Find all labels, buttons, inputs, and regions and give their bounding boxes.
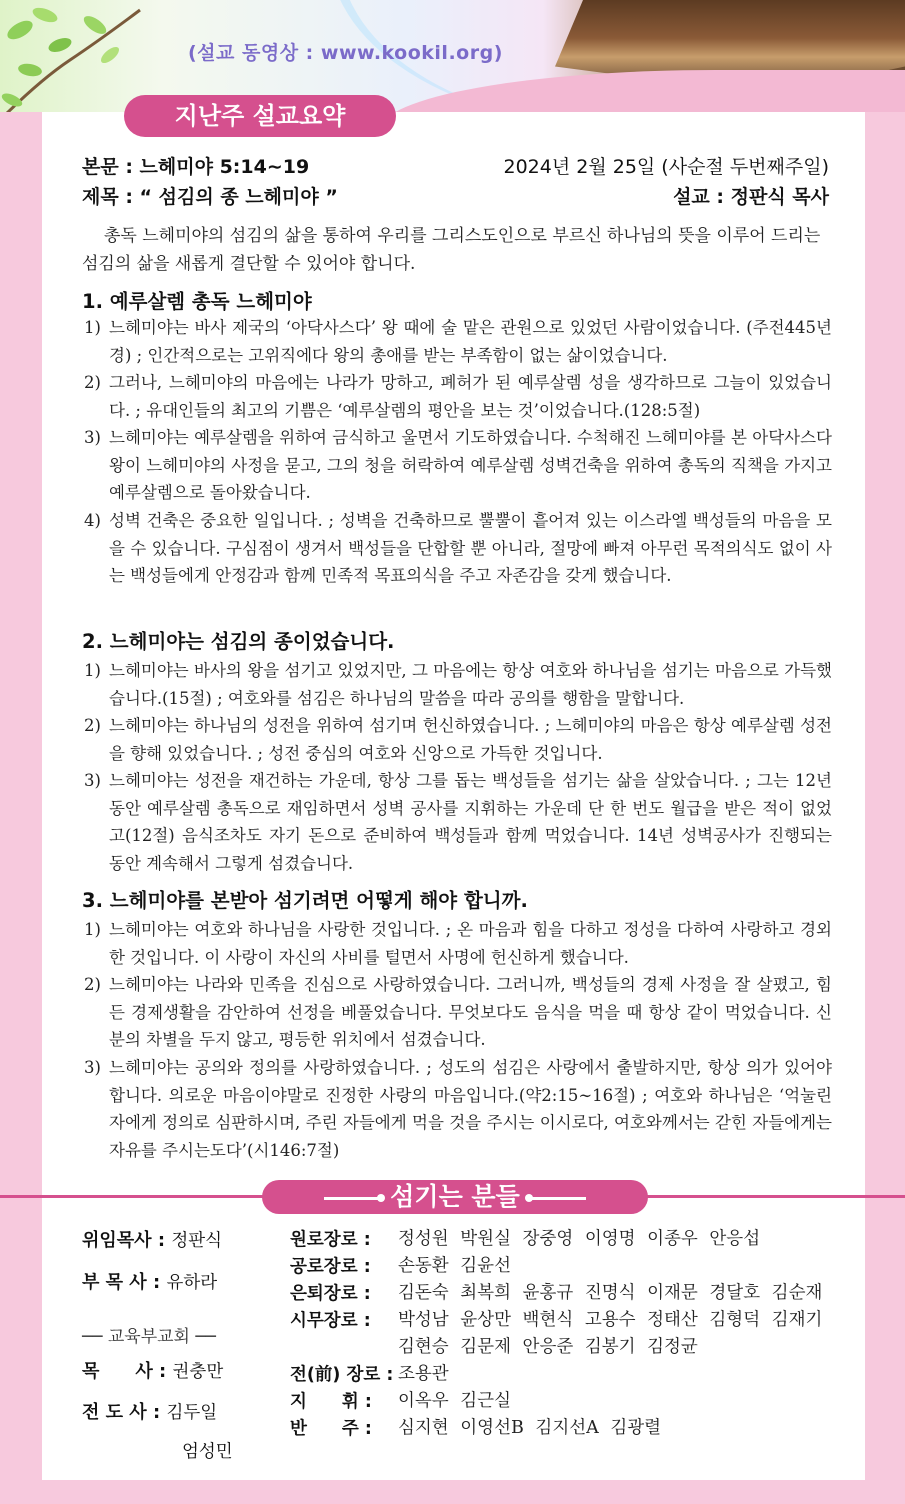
education-heading: ── 교육부교회 ── [82,1327,216,1347]
staff-names: 박성남 윤상만 백현식 고용수 정태산 김형덕 김재기 김현승 김문제 안응준 김봉기 김정균 [398,1310,823,1357]
staff-name: 유하라 [166,1273,218,1293]
staff-row [290,1307,850,1361]
item-number: 2) [84,373,101,392]
list-item [84,971,832,1054]
staff-row [290,1415,850,1442]
item-text: 느헤미야는 하나님의 성전을 위하여 섬기며 헌신하였습니다. ; 느헤미야의 마음은 항상 예루살렘 성전을 향해 있었습니다. ; 성전 중심의 여호와 신앙으로 가득한 것입니다. [109,716,832,763]
staff-name: 권충만 [172,1362,224,1382]
staff-row [290,1361,850,1388]
staff-associate-pastor [82,1268,217,1294]
staff-names: 이옥우 김근실 [398,1391,511,1411]
staff-label: 전 도 사 : [82,1402,161,1423]
item-text: 성벽 건축은 중요한 일입니다. ; 성벽을 건축하므로 뿔뿔이 흩어져 있는 이스라엘 백성들의 마음을 모을 수 있습니다. 구심점이 생겨서 백성들을 단합할 뿐 아니라, 절망에 빠져 아무런 목적의식도 없이 사는 백성들에게 안정감과 함께 민족적 목표의식을 주고 자존감을 갖게 했습니다. [109,511,832,585]
list-item [84,916,832,971]
preacher: 설교 : 정판식 목사 [673,186,829,208]
dash-left [324,1197,382,1200]
staff-label: 위임목사 : [82,1230,166,1251]
staff-senior-pastor [82,1226,222,1252]
list-item [84,507,832,590]
list-item [84,424,832,507]
item-text: 느헤미야는 나라와 민족을 진심으로 사랑하였습니다. 그러니까, 백성들의 경제 사정을 잘 살폈고, 힘든 경제생활을 감안하여 선정을 베풀었습니다. 무엇보다도 음식을 먹을 때 항상 같이 먹었습니다. 신분의 차별을 두지 않고, 평등한 위치에서 섬겼습니다. [109,975,832,1049]
item-number: 3) [84,771,101,790]
servants-title-box [262,1180,648,1214]
item-text: 느헤미야는 성전을 재건하는 가운데, 항상 그를 돕는 백성들을 섬기는 삶을 살았습니다. ; 그는 12년 동안 예루살렘 총독으로 재임하면서 성벽 공사를 지휘하는 가운데 단 한 번도 월급을 받은 적이 없었고(12절) 음식조차도 자기 돈으로 준비하여 백성들과 함께 먹었습니다. 14년 성벽공사가 진행되는 동안 계속해서 그렇게 섬겼습니다. [109,771,832,873]
staff-label: 원로장로 : [290,1230,371,1250]
staff-row [290,1253,850,1280]
staff-evangelist-2 [182,1438,233,1463]
item-number: 2) [84,716,101,735]
item-number: 2) [84,975,101,994]
staff-label: 전(前) 장로 : [290,1365,394,1385]
item-number: 4) [84,511,101,530]
sermon-video-url[interactable]: (설교 동영상 : www.kookil.org) [188,42,503,64]
list-item [84,314,832,369]
staff-label: 지 휘 : [290,1392,372,1412]
staff-names: 손동환 김윤선 [398,1256,511,1276]
scripture-ref: 본문 : 느헤미야 5:14∼19 [82,156,310,178]
section-heading-1: 1. 예루살렘 총독 느헤미야 [82,290,312,313]
elders-list [290,1226,850,1442]
staff-row [290,1226,850,1253]
section-heading-2: 2. 느헤미야는 섬김의 종이었습니다. [82,630,395,653]
staff-label: 공로장로 : [290,1257,371,1277]
list-item [84,767,832,877]
sermon-date: 2024년 2월 25일 (사순절 두번째주일) [503,156,829,178]
header-banner [0,0,905,112]
dash-right [528,1197,586,1200]
item-text: 느헤미야는 바사의 왕을 섬기고 있었지만, 그 마음에는 항상 여호와 하나님을 섬기는 마음으로 가득했습니다.(15절) ; 여호와를 섬김은 하나님의 말씀을 따라 공의를 행함을 말합니다. [109,661,832,708]
staff-name: 정판식 [171,1231,223,1251]
list-item [84,712,832,767]
staff-names: 심지현 이영선B 김지선A 김광렬 [398,1418,662,1438]
item-number: 1) [84,661,101,680]
staff-label: 목 사 : [82,1361,167,1382]
item-number: 1) [84,920,101,939]
item-number: 3) [84,1058,101,1077]
list-item [84,1054,832,1164]
staff-name: 김두일 [166,1403,218,1423]
item-text: 느헤미야는 예루살렘을 위하여 금식하고 울면서 기도하였습니다. 수척해진 느헤미야를 본 아닥사스다 왕이 느헤미야의 사정을 묻고, 그의 청을 허락하여 예루살렘 성벽건축을 위하여 총독의 직책을 가지고 예루살렘으로 돌아왔습니다. [109,428,832,502]
item-number: 1) [84,318,101,337]
item-text: 느헤미야는 바사 제국의 ‘아닥사스다’ 왕 때에 술 맡은 관원으로 있었던 사람이었습니다. (주전445년경) ; 인간적으로는 고위직에다 왕의 총애를 받는 부족함이 없는 삶이었습니다. [109,318,832,365]
item-text: 느헤미야는 공의와 정의를 사랑하였습니다. ; 성도의 섬김은 사랑에서 출발하지만, 항상 의가 있어야 합니다. 의로운 마음이야말로 진정한 사랑의 마음입니다.(약2:15∼16절) ; 여호와 하나님은 ‘억눌린 자에게 정의로 심판하시며, 주린 자들에게 먹을 것을 주시는 이시로다, 여호와께서는 갇힌 자들에게는 자유를 주시는도다’(시146:7절) [109,1058,832,1160]
staff-label: 반 주 : [290,1419,372,1439]
staff-name: 엄성민 [182,1442,233,1462]
staff-row [290,1388,850,1415]
tree-branch-image [0,0,150,112]
item-text: 느헤미야는 여호와 하나님을 사랑한 것입니다. ; 온 마음과 힘을 다하고 정성을 다하여 사랑하고 경외한 것입니다. 이 사랑이 자신의 사비를 털면서 사명에 헌신하게 했습니다. [109,920,832,967]
staff-education-pastor [82,1357,223,1383]
staff-row [290,1280,850,1307]
item-text: 그러나, 느헤미야의 마음에는 나라가 망하고, 폐허가 된 예루살렘 성을 생각하므로 그늘이 있었습니다. ; 유대인들의 최고의 기쁨은 ‘예루살렘의 평안을 보는 것’이었습니다.(128:5절) [109,373,832,420]
list-item [84,369,832,424]
staff-names: 김돈숙 최복희 윤홍규 진명식 이재문 경달호 김순재 [398,1283,823,1303]
section-heading-3: 3. 느헤미야를 본받아 섬기려면 어떻게 해야 합니까. [82,889,528,912]
list-item [84,657,832,712]
item-number: 3) [84,428,101,447]
sermon-title: 제목 : “ 섬김의 종 느헤미야 ” [82,186,338,208]
staff-label: 시무장로 : [290,1311,371,1331]
staff-names: 조용관 [398,1364,449,1384]
staff-evangelist [82,1398,217,1424]
intro-paragraph: 총독 느헤미야의 섬김의 삶을 통하여 우리를 그리스도인으로 부르신 하나님의 뜻을 이루어 드리는 섬김의 삶을 새롭게 결단할 수 있어야 합니다. [82,226,821,274]
summary-title: 지난주 설교요약 [124,95,396,137]
staff-label: 부 목 사 : [82,1272,161,1293]
staff-label: 은퇴장로 : [290,1284,371,1304]
servants-title: 섬기는 분들 [390,1182,520,1211]
staff-names: 정성원 박원실 장중영 이영명 이종우 안응섭 [398,1229,761,1249]
